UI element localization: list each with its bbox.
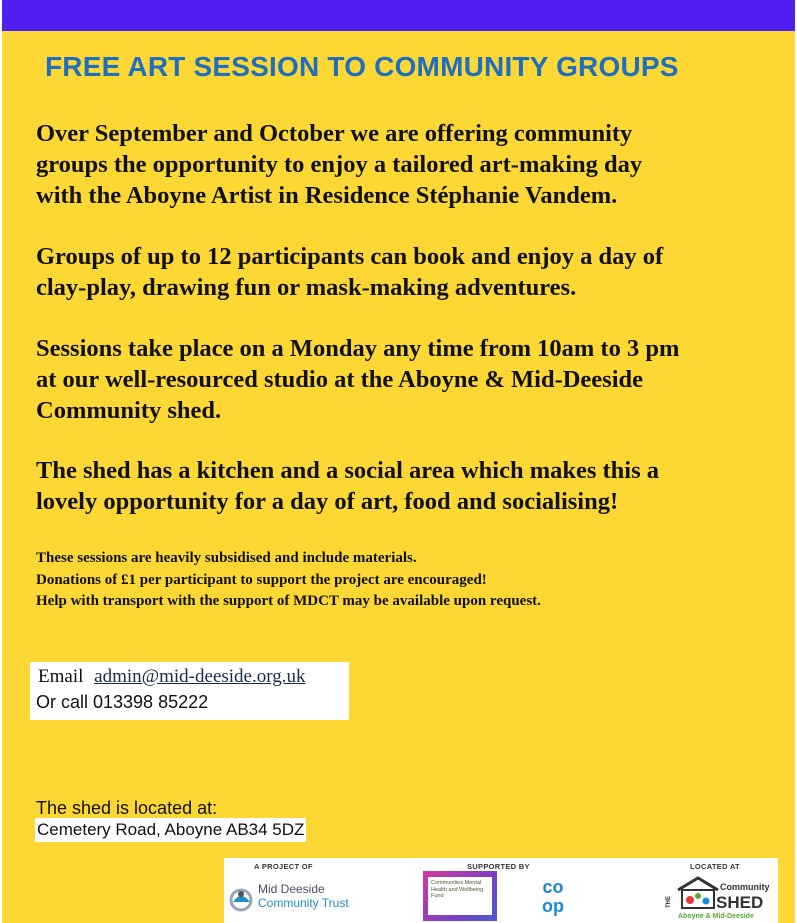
sponsor-logo-bar [224, 858, 778, 923]
paragraph-line: groups the opportunity to enjoy a tailored art-making day [36, 151, 643, 178]
paragraph-line: Groups of up to 12 participants can book and enjoy a day of [36, 243, 664, 270]
mdct-logo [228, 880, 378, 916]
page-title: FREE ART SESSION TO COMMUNITY GROUPS [45, 51, 679, 82]
note-line: Donations of £1 per participant to support the project are encouraged! [36, 571, 487, 588]
mdct-mark-icon [228, 880, 256, 914]
supported-caption: SUPPORTED BY [467, 862, 530, 871]
paragraph-sessions [36, 333, 766, 426]
paragraph-line: Community shed. [36, 397, 222, 424]
notes-block [36, 548, 776, 613]
paragraph-offer [36, 118, 766, 211]
contact-box [30, 662, 349, 720]
email-link[interactable]: admin@mid-deeside.org.uk [94, 666, 306, 687]
email-label: Email [38, 666, 84, 687]
shed-main-text: SHED [716, 893, 764, 912]
coop-logo [535, 876, 571, 916]
fund-text: Communities Mental Health and Wellbeing Fund [428, 877, 492, 915]
community-shed-logo [664, 874, 774, 920]
flyer-page [2, 0, 795, 923]
note-line: Help with transport with the support of MDCT may be available upon request. [36, 593, 541, 609]
paragraph-line: Sessions take place on a Monday any time from 10am to 3 pm [36, 335, 680, 362]
wellbeing-fund-logo [423, 871, 497, 921]
shed-roof-icon [678, 878, 718, 890]
paragraph-line: with the Aboyne Artist in Residence Stéphanie Vandem. [36, 182, 618, 209]
paragraph-line: Over September and October we are offering community [36, 120, 633, 147]
paragraph-line: The shed has a kitchen and a social area which makes this a [36, 457, 660, 484]
email-line [38, 666, 305, 688]
shed-community-text: Community [720, 882, 770, 892]
location-address: Cemetery Road, Aboyne AB34 5DZ [35, 818, 306, 842]
project-caption: A PROJECT OF [254, 862, 313, 871]
mdct-name: Mid Deeside [258, 882, 325, 896]
location-label: The shed is located at: [36, 798, 218, 818]
paragraph-line: lovely opportunity for a day of art, food and socialising! [36, 488, 619, 515]
phone-line: Or call 013398 85222 [36, 692, 209, 712]
coop-text-bottom: op [542, 896, 564, 916]
paragraph-line: at our well-resourced studio at the Aboyne & Mid-Deeside [36, 366, 644, 393]
note-line: These sessions are heavily subsidised and include materials. [36, 550, 417, 566]
top-color-bar [2, 0, 795, 31]
coop-text-top: co [542, 877, 564, 897]
paragraph-line: clay-play, drawing fun or mask-making adventures. [36, 274, 577, 301]
mdct-subname: Community Trust [258, 896, 349, 910]
paragraph-shed [36, 455, 766, 517]
shed-the-text: THE [666, 896, 672, 908]
located-caption: LOCATED AT [690, 862, 740, 871]
paragraph-groups [36, 241, 766, 303]
shed-sub-text: Aboyne & Mid-Deeside [678, 913, 754, 920]
